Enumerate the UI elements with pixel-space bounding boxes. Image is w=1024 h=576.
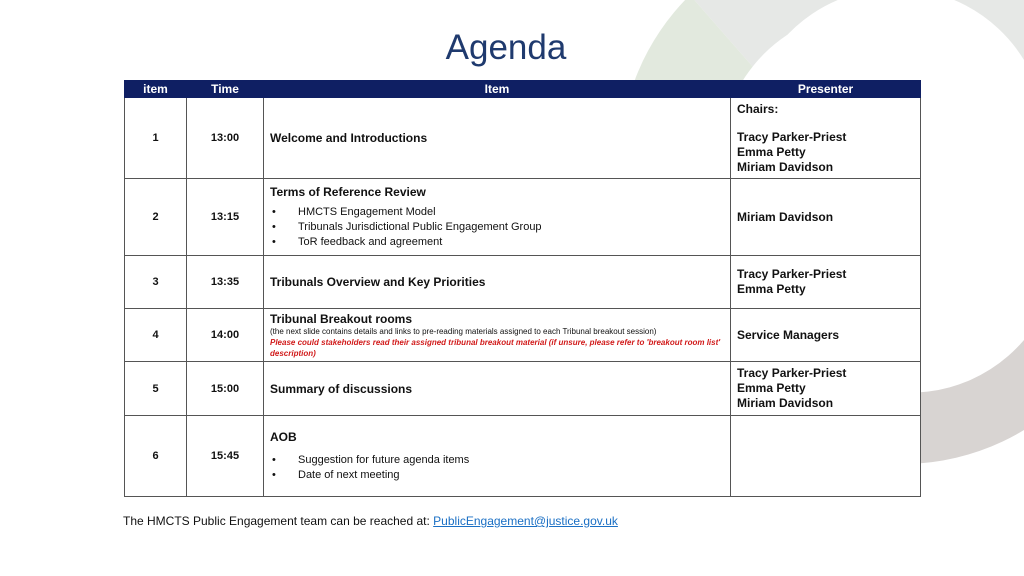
item-time: 13:15 [187, 179, 264, 256]
list-item: • Date of next meeting [272, 468, 400, 481]
item-time: 15:00 [187, 362, 264, 416]
presenter-cell [731, 98, 921, 179]
presenter-cell [731, 416, 921, 497]
item-cell [264, 179, 731, 256]
table-row [125, 98, 921, 179]
page-title: Agenda [445, 28, 567, 67]
table-row [125, 416, 921, 497]
item-warning: Please could stakeholders read their assigned tribunal breakout material (if unsure, please refer to 'breakout room list' description) [270, 337, 721, 358]
item-number: 5 [125, 362, 187, 416]
item-title: Tribunals Overview and Key Priorities [270, 275, 486, 289]
bullet-text: Date of next meeting [298, 468, 400, 481]
bullet-text: Suggestion for future agenda items [298, 453, 470, 466]
presenter-name: Tracy Parker-Priest [737, 366, 847, 380]
list-item: • Suggestion for future agenda items [272, 453, 470, 466]
presenter-heading: Chairs: [737, 101, 779, 116]
presenter-cell [731, 309, 921, 362]
presenter-name: Miriam Davidson [737, 209, 834, 224]
table-row [125, 179, 921, 256]
item-time: 14:00 [187, 309, 264, 362]
header-item-number: item [125, 81, 187, 98]
table-row [125, 309, 921, 362]
item-number: 3 [125, 256, 187, 309]
item-cell [264, 309, 731, 362]
item-time: 13:35 [187, 256, 264, 309]
item-number: 1 [125, 98, 187, 179]
presenter-name: Tracy Parker-Priest [737, 129, 847, 144]
bullet-text: Tribunals Jurisdictional Public Engagement Group [298, 220, 542, 233]
footer-text: The HMCTS Public Engagement team can be reached at: [123, 514, 434, 528]
item-number: 2 [125, 179, 187, 256]
bullet-list [270, 453, 724, 483]
item-title: AOB [270, 429, 297, 444]
presenter-cell [731, 362, 921, 416]
header-presenter: Presenter [731, 81, 921, 98]
table-row [125, 256, 921, 309]
presenter-name: Emma Petty [737, 144, 806, 159]
header-time: Time [187, 81, 264, 98]
item-time: 15:45 [187, 416, 264, 497]
bullet-text: HMCTS Engagement Model [298, 205, 436, 218]
footer-contact [123, 514, 618, 528]
item-cell [264, 416, 731, 497]
item-title: Summary of discussions [270, 381, 413, 396]
presenter-name: Miriam Davidson [737, 396, 834, 410]
list-item: • HMCTS Engagement Model [272, 205, 436, 218]
item-title: Welcome and Introductions [270, 131, 428, 145]
presenter-name: Service Managers [737, 327, 840, 342]
item-note: (the next slide contains details and links to pre-reading materials assigned to each Tribunal breakout session) [270, 326, 657, 336]
presenter-name: Miriam Davidson [737, 159, 834, 174]
presenter-name: Emma Petty [737, 381, 806, 395]
bullet-list [270, 205, 724, 250]
item-number: 4 [125, 309, 187, 362]
bullet-text: ToR feedback and agreement [298, 235, 443, 248]
table-row [125, 362, 921, 416]
item-cell [264, 256, 731, 309]
item-cell [264, 362, 731, 416]
item-title: Tribunal Breakout rooms [270, 311, 413, 326]
list-item: • ToR feedback and agreement [272, 235, 443, 248]
item-time: 13:00 [187, 98, 264, 179]
item-number: 6 [125, 416, 187, 497]
presenter-cell [731, 256, 921, 309]
item-title: Terms of Reference Review [270, 184, 426, 199]
list-item: • Tribunals Jurisdictional Public Engagement Group [272, 220, 542, 233]
presenter-name: Tracy Parker-Priest [737, 267, 847, 281]
presenter-cell [731, 179, 921, 256]
presenter-name: Emma Petty [737, 282, 806, 296]
item-cell [264, 98, 731, 179]
header-item: Item [264, 81, 731, 98]
table-header-row [125, 81, 921, 98]
agenda-table [124, 80, 921, 497]
contact-email-link[interactable]: PublicEngagement@justice.gov.uk [433, 514, 618, 528]
